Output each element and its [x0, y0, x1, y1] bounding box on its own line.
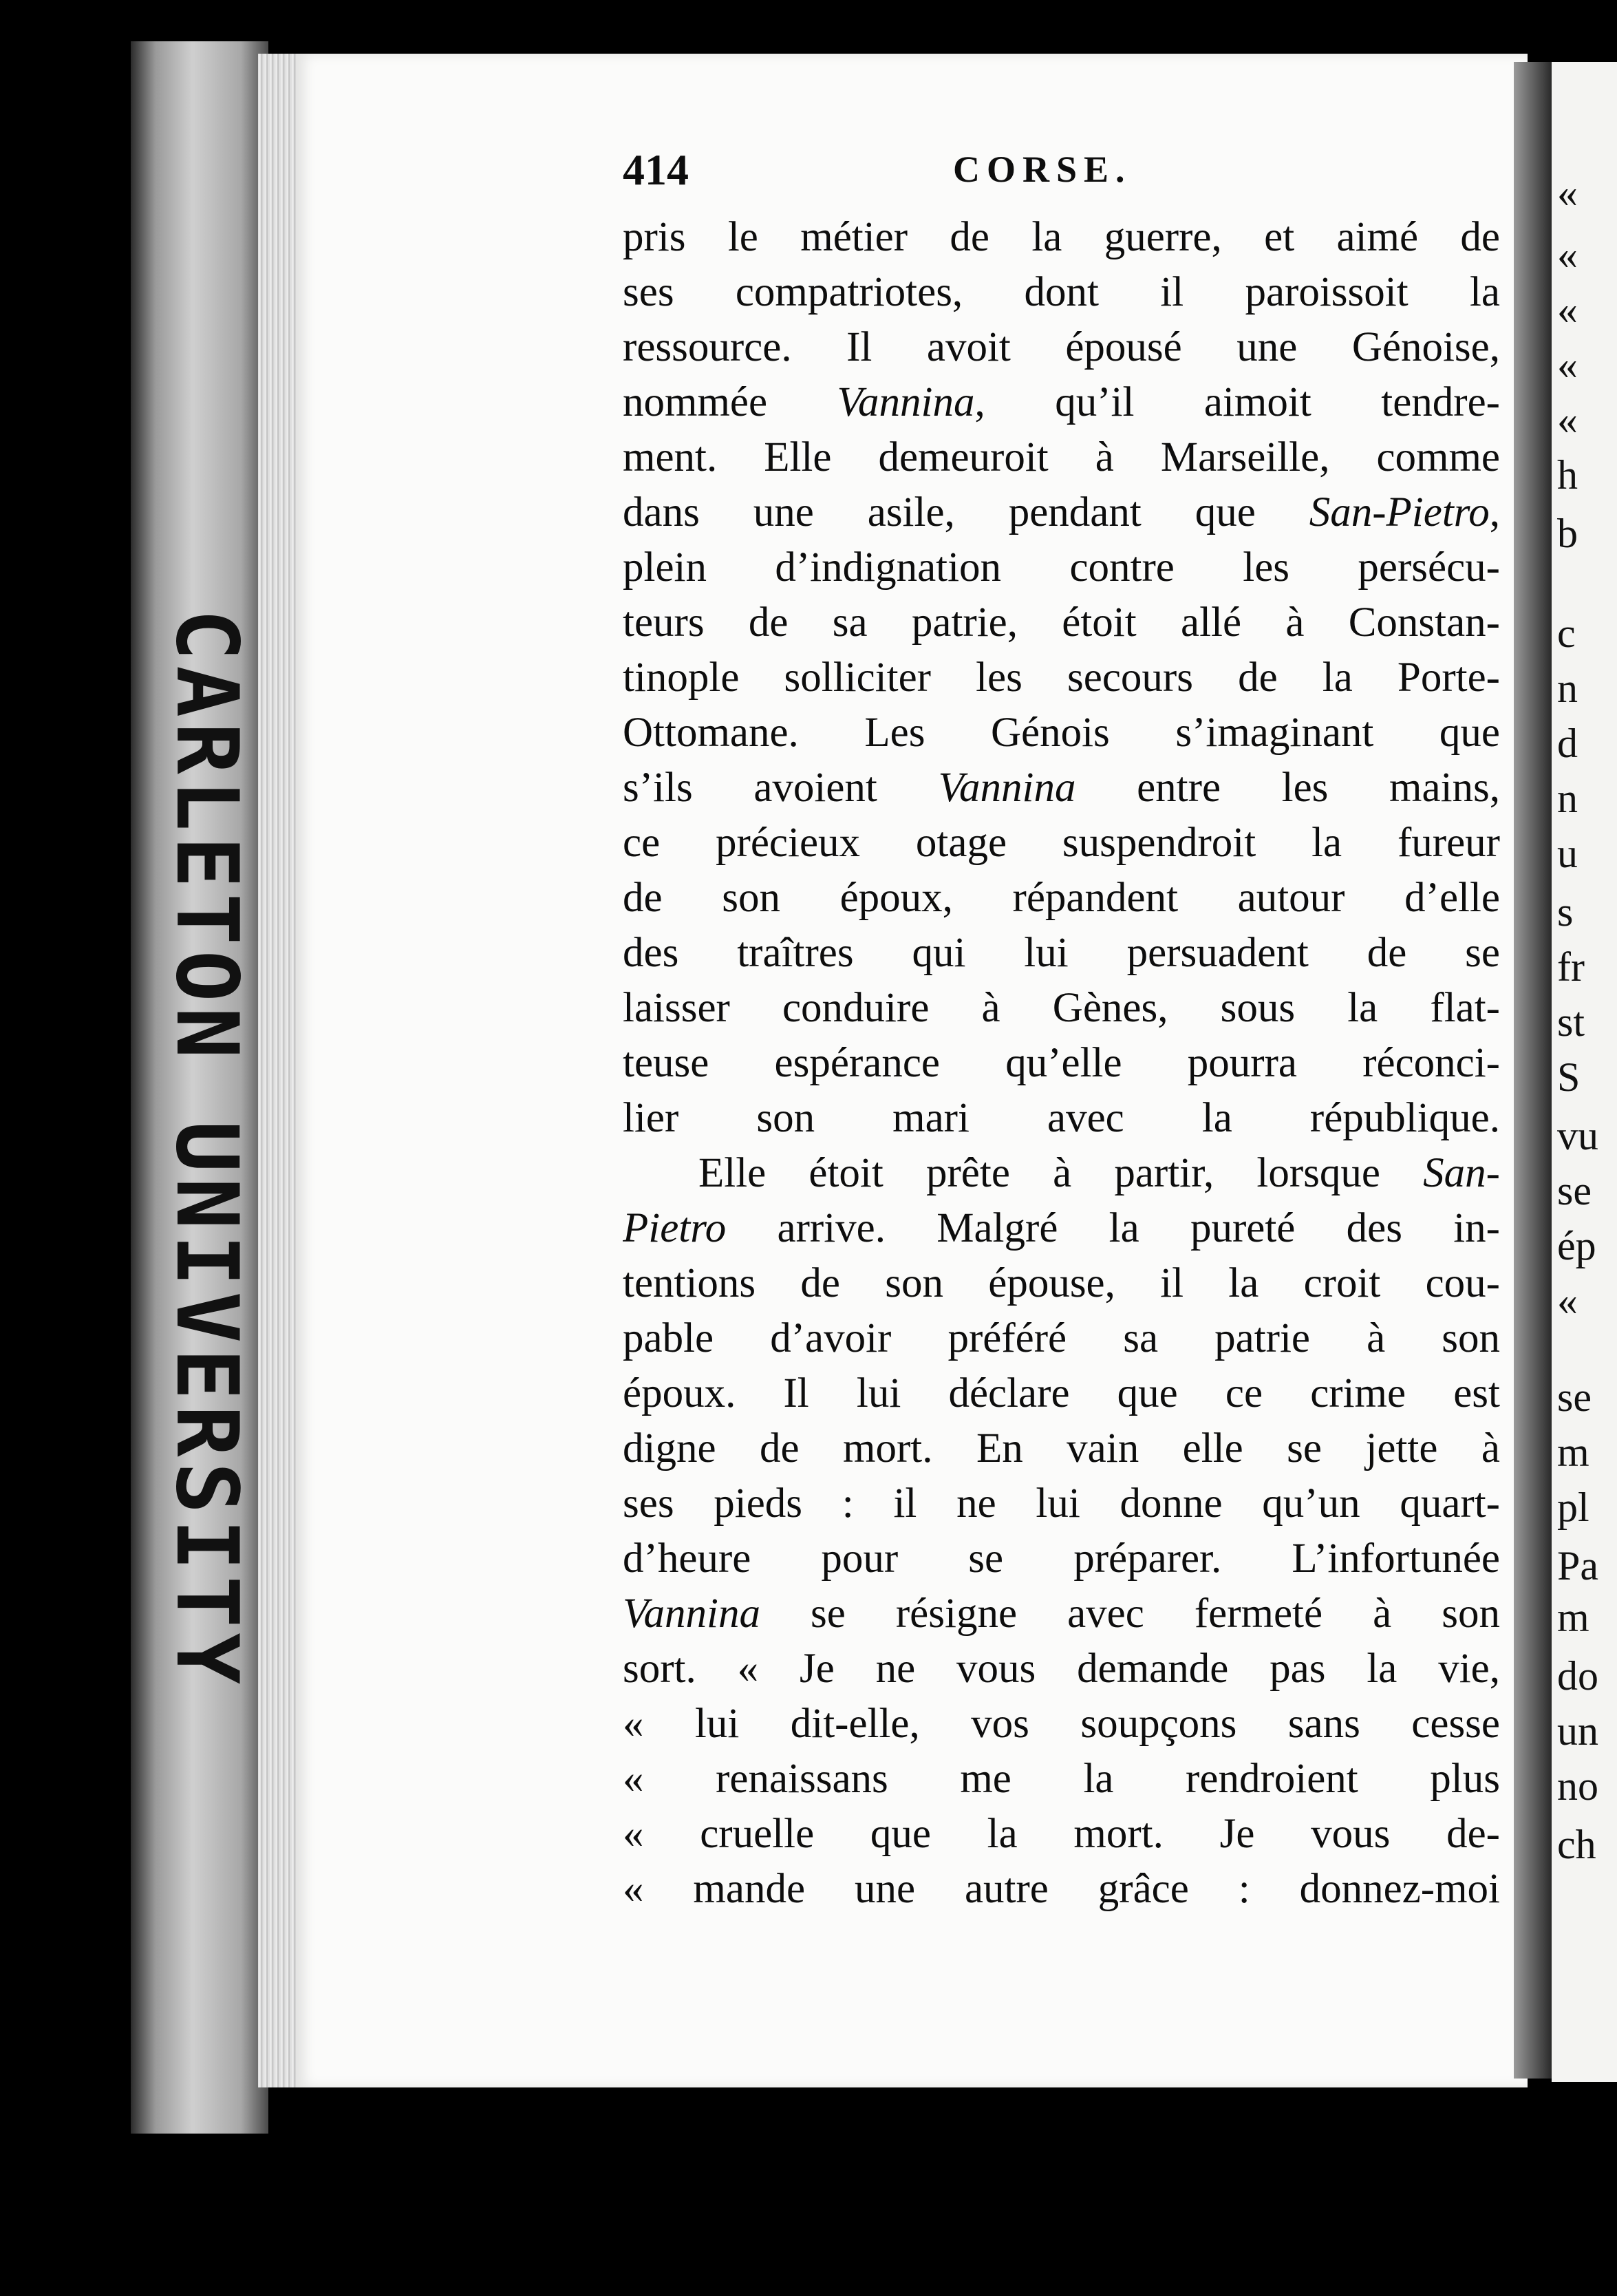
- text-run: , qu’il aimoit tendre-: [974, 379, 1500, 425]
- text-line: [623, 1146, 1500, 1201]
- text-line: [623, 265, 1500, 320]
- text-line: [623, 1256, 1500, 1311]
- italic-name: San-: [1423, 1150, 1500, 1196]
- right-page-fragment: ch: [1557, 1822, 1596, 1867]
- italic-name: Vannina: [837, 379, 975, 425]
- text-run: lier son mari avec la république.: [623, 1095, 1500, 1141]
- right-page-fragment: s: [1557, 889, 1574, 935]
- right-page-fragment: fr: [1557, 944, 1585, 990]
- right-page-fragment: S: [1557, 1054, 1581, 1100]
- text-line: [623, 1036, 1500, 1091]
- right-page-fragment: do: [1557, 1653, 1598, 1699]
- text-line: [623, 595, 1500, 650]
- text-run: Elle étoit prête à partir, lorsque: [698, 1150, 1424, 1196]
- right-page-fragment: pl: [1557, 1485, 1589, 1530]
- text-run: plein d’indignation contre les persécu-: [623, 544, 1500, 591]
- text-line: [623, 705, 1500, 761]
- text-run: arrive. Malgré la pureté des in-: [726, 1205, 1500, 1251]
- text-run: des traîtres qui lui persuadent de se: [623, 930, 1500, 976]
- right-page-fragment: «: [1557, 287, 1578, 332]
- text-run: ressource. Il avoit épousé une Génoise,: [623, 324, 1500, 370]
- italic-name: Vannina: [938, 765, 1076, 811]
- right-page-fragment: m: [1557, 1429, 1589, 1475]
- page-text-block: [623, 145, 1500, 1917]
- text-line: [623, 1807, 1500, 1862]
- gutter-shadow: [1514, 62, 1552, 2079]
- page-edges: [258, 54, 299, 2087]
- italic-name: Pietro: [623, 1205, 727, 1251]
- text-line: [623, 485, 1500, 540]
- text-run: « lui dit-elle, vos soupçons sans cesse: [623, 1701, 1500, 1747]
- right-page-fragment: m: [1557, 1595, 1589, 1640]
- page-number: 414: [623, 145, 689, 194]
- page-header: [623, 145, 1500, 210]
- text-line: [623, 375, 1500, 430]
- text-run: de son époux, répandent autour d’elle: [623, 875, 1500, 921]
- text-run: sort. « Je ne vous demande pas la vie,: [623, 1646, 1500, 1692]
- text-run: époux. Il lui déclare que ce crime est: [623, 1370, 1500, 1416]
- right-page-fragment: «: [1557, 1278, 1578, 1324]
- library-stamp: CARLETON UNIVERSITY: [157, 608, 256, 1690]
- text-run: ment. Elle demeuroit à Marseille, comme: [623, 434, 1500, 480]
- right-page-fragment: «: [1557, 232, 1578, 277]
- right-page-fragment: u: [1557, 831, 1578, 876]
- text-run: dans une asile, pendant que: [623, 489, 1309, 535]
- right-page-fragment: n: [1557, 666, 1578, 711]
- text-line: [623, 981, 1500, 1036]
- right-page-fragment: vu: [1557, 1113, 1598, 1158]
- right-page-fragment: se: [1557, 1374, 1592, 1420]
- text-line: [623, 1421, 1500, 1476]
- text-line: [623, 761, 1500, 816]
- text-run: se résigne avec fermeté à son: [760, 1591, 1500, 1637]
- right-page-fragment: b: [1557, 511, 1578, 556]
- text-run: ce précieux otage suspendroit la fureur: [623, 820, 1500, 866]
- right-page-fragment: no: [1557, 1763, 1598, 1809]
- text-run: laisser conduire à Gènes, sous la flat-: [623, 985, 1500, 1031]
- text-line: [623, 1586, 1500, 1641]
- text-line: [623, 1641, 1500, 1697]
- body-text: [623, 210, 1500, 1917]
- text-run: « cruelle que la mort. Je vous de-: [623, 1811, 1500, 1857]
- text-line: [623, 816, 1500, 871]
- text-line: [623, 1476, 1500, 1531]
- text-run: pris le métier de la guerre, et aimé de: [623, 214, 1500, 260]
- text-run: ,: [1489, 489, 1500, 535]
- text-line: [623, 926, 1500, 981]
- text-run: digne de mort. En vain elle se jette à: [623, 1425, 1500, 1471]
- text-line: [623, 430, 1500, 485]
- text-run: teuse espérance qu’elle pourra réconci-: [623, 1040, 1500, 1086]
- text-run: pable d’avoir préféré sa patrie à son: [623, 1315, 1500, 1361]
- right-page-fragment: ép: [1557, 1223, 1596, 1268]
- right-page-edge: [1552, 62, 1617, 2082]
- text-line: [623, 1311, 1500, 1366]
- text-run: « mande une autre grâce : donnez-moi: [623, 1866, 1500, 1912]
- right-page-fragment: un: [1557, 1708, 1598, 1754]
- text-run: d’heure pour se préparer. L’infortunée: [623, 1535, 1500, 1582]
- text-line: [623, 1697, 1500, 1752]
- right-page-fragment: n: [1557, 776, 1578, 821]
- text-run: Ottomane. Les Génois s’imaginant que: [623, 710, 1500, 756]
- text-run: entre les mains,: [1075, 765, 1500, 811]
- text-run: « renaissans me la rendroient plus: [623, 1756, 1500, 1802]
- text-line: [623, 1752, 1500, 1807]
- text-line: [623, 540, 1500, 595]
- text-line: [623, 650, 1500, 705]
- text-line: [623, 1201, 1500, 1256]
- text-run: teurs de sa patrie, étoit allé à Constan-: [623, 599, 1500, 646]
- running-head: CORSE.: [953, 149, 1132, 190]
- text-run: tinople solliciter les secours de la Porte-: [623, 655, 1500, 701]
- text-line: [623, 320, 1500, 375]
- right-page-fragment: c: [1557, 610, 1576, 656]
- text-run: ses compatriotes, dont il paroissoit la: [623, 269, 1500, 315]
- text-line: [623, 871, 1500, 926]
- right-page-fragment: st: [1557, 999, 1585, 1045]
- text-run: tentions de son épouse, il la croit cou-: [623, 1260, 1500, 1306]
- text-line: [623, 1091, 1500, 1146]
- text-run: nommée: [623, 379, 837, 425]
- right-page-fragment: «: [1557, 170, 1578, 215]
- text-line: [623, 1862, 1500, 1917]
- right-page-fragment: se: [1557, 1168, 1592, 1213]
- text-line: [623, 210, 1500, 265]
- text-run: ses pieds : il ne lui donne qu’un quart-: [623, 1480, 1500, 1527]
- right-page-fragment: Pa: [1557, 1543, 1598, 1588]
- right-page-fragment: d: [1557, 721, 1578, 766]
- text-line: [623, 1366, 1500, 1421]
- right-page-fragment: «: [1557, 397, 1578, 443]
- text-line: [623, 1531, 1500, 1586]
- right-page-fragment: h: [1557, 452, 1578, 498]
- italic-name: San-Pietro: [1309, 489, 1490, 535]
- text-run: s’ils avoient: [623, 765, 939, 811]
- right-page-fragment: «: [1557, 342, 1578, 387]
- italic-name: Vannina: [623, 1591, 760, 1637]
